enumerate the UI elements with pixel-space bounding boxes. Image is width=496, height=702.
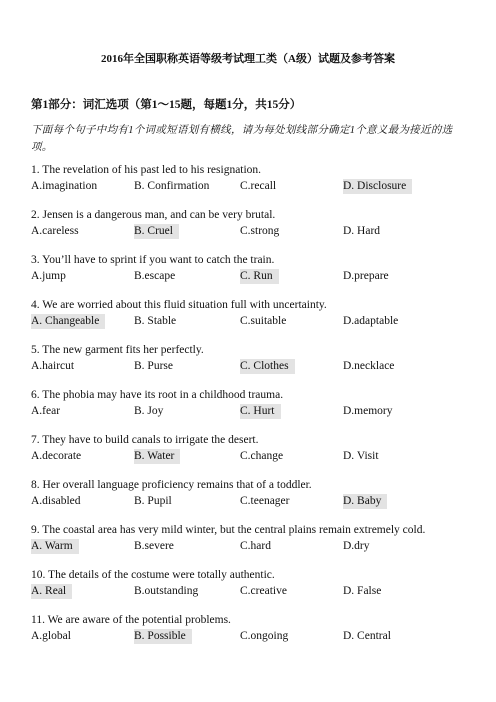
answer-option: B. Joy xyxy=(134,405,164,417)
question-stem: 10. The details of the costume were totally authentic. xyxy=(31,569,275,581)
answer-option-highlighted: C. Hurt xyxy=(240,404,281,419)
answer-option: D. Visit xyxy=(343,450,379,462)
answer-option: C.teenager xyxy=(240,495,290,507)
option-row xyxy=(31,584,481,599)
answer-option: A.disabled xyxy=(31,495,81,507)
option-row xyxy=(31,539,481,554)
answer-option: D. Central xyxy=(343,630,391,642)
option-row xyxy=(31,629,481,644)
answer-option: D.prepare xyxy=(343,270,389,282)
option-row xyxy=(31,179,481,194)
answer-option-highlighted: A. Real xyxy=(31,584,72,599)
question-item xyxy=(31,208,481,239)
answer-option: D.necklace xyxy=(343,360,395,372)
answer-option: A.fear xyxy=(31,405,61,417)
answer-option: D.memory xyxy=(343,405,393,417)
answer-option: D.adaptable xyxy=(343,315,399,327)
answer-option: B. Purse xyxy=(134,360,173,372)
answer-option: D. Hard xyxy=(343,225,381,237)
option-row xyxy=(31,224,481,239)
question-stem: 8. Her overall language proficiency remains that of a toddler. xyxy=(31,479,312,491)
answer-option: C.strong xyxy=(240,225,280,237)
question-stem: 11. We are aware of the potential problems. xyxy=(31,614,231,626)
answer-option-highlighted: A. Warm xyxy=(31,539,79,554)
option-row xyxy=(31,404,481,419)
question-item xyxy=(31,523,481,554)
section-heading: 第1部分：词汇选项（第1～15题，每题1分，共15分） xyxy=(31,99,302,111)
question-item xyxy=(31,298,481,329)
question-stem: 4. We are worried about this fluid situation full with uncertainty. xyxy=(31,299,327,311)
answer-option-highlighted: C. Clothes xyxy=(240,359,295,374)
answer-option: C.creative xyxy=(240,585,287,597)
answer-option-highlighted: B. Cruel xyxy=(134,224,179,239)
answer-option-highlighted: A. Changeable xyxy=(31,314,105,329)
answer-option: A.jump xyxy=(31,270,66,282)
answer-option: C.ongoing xyxy=(240,630,289,642)
answer-option-highlighted: D. Baby xyxy=(343,494,387,509)
answer-option: B. Stable xyxy=(134,315,177,327)
question-item xyxy=(31,478,481,509)
option-row xyxy=(31,494,481,509)
question-stem: 5. The new garment fits her perfectly. xyxy=(31,344,204,356)
instructions: 下面每个句子中均有1个词或短语划有横线，请为每处划线部分确定1个意义最为接近的选项。 xyxy=(31,125,453,153)
answer-option: A.global xyxy=(31,630,71,642)
answer-option: A.imagination xyxy=(31,180,98,192)
question-item xyxy=(31,343,481,374)
answer-option: B.escape xyxy=(134,270,176,282)
answer-option-highlighted: B. Water xyxy=(134,449,180,464)
answer-option: B.outstanding xyxy=(134,585,199,597)
option-row xyxy=(31,314,481,329)
option-row xyxy=(31,449,481,464)
answer-option: B. Confirmation xyxy=(134,180,210,192)
question-stem: 2. Jensen is a dangerous man, and can be very brutal. xyxy=(31,209,276,221)
answer-option-highlighted: B. Possible xyxy=(134,629,192,644)
option-row xyxy=(31,359,481,374)
answer-option-highlighted: D. Disclosure xyxy=(343,179,412,194)
question-stem: 6. The phobia may have its root in a childhood trauma. xyxy=(31,389,284,401)
answer-option: C.recall xyxy=(240,180,277,192)
question-stem: 7. They have to build canals to irrigate the desert. xyxy=(31,434,259,446)
option-row xyxy=(31,269,481,284)
question-stem: 9. The coastal area has very mild winter, but the central plains remain extremely cold. xyxy=(31,524,426,536)
answer-option-highlighted: C. Run xyxy=(240,269,279,284)
question-item xyxy=(31,613,481,644)
question-item xyxy=(31,253,481,284)
question-item xyxy=(31,433,481,464)
answer-option: C.hard xyxy=(240,540,271,552)
question-stem: 3. You’ll have to sprint if you want to catch the train. xyxy=(31,254,275,266)
question-item xyxy=(31,568,481,599)
answer-option: B. Pupil xyxy=(134,495,172,507)
document-title: 2016年全国职称英语等级考试理工类（A级）试题及参考答案 xyxy=(101,53,395,65)
answer-option: B.severe xyxy=(134,540,174,552)
question-item xyxy=(31,388,481,419)
answer-option: A.haircut xyxy=(31,360,75,372)
answer-option: D. False xyxy=(343,585,382,597)
answer-option: A.decorate xyxy=(31,450,82,462)
answer-option: A.careless xyxy=(31,225,79,237)
question-item xyxy=(31,163,481,194)
answer-option: D.dry xyxy=(343,540,370,552)
answer-option: C.change xyxy=(240,450,284,462)
answer-option: C.suitable xyxy=(240,315,287,327)
question-stem: 1. The revelation of his past led to his resignation. xyxy=(31,164,262,176)
